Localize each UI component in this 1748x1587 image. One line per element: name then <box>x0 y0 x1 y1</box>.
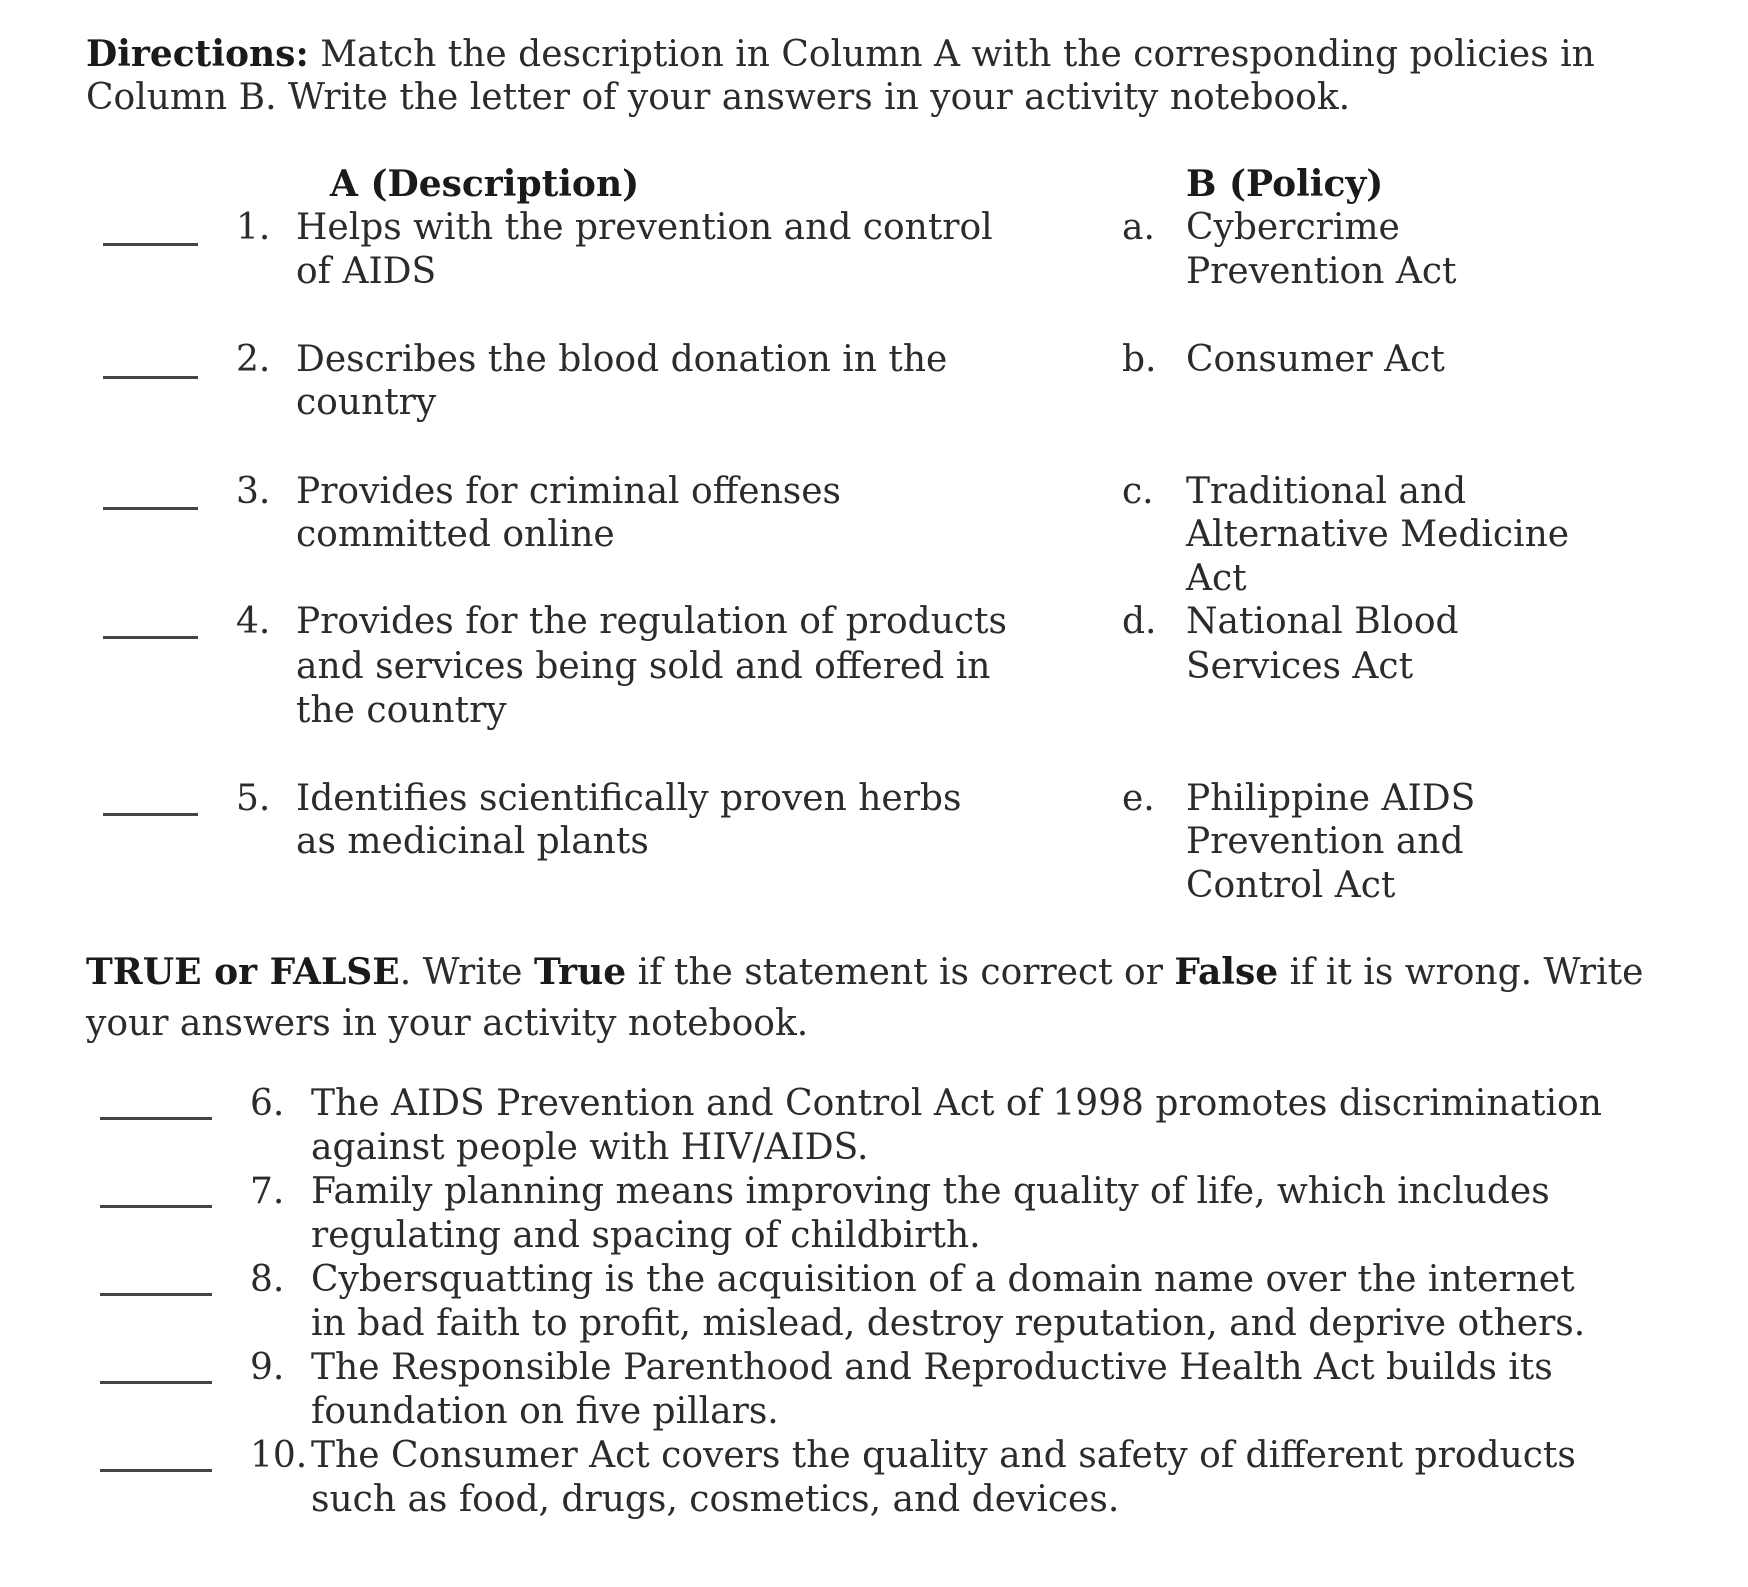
option-letter: e. <box>1122 778 1155 819</box>
item-number: 6. <box>250 1083 285 1124</box>
option-text: Prevention Act <box>1186 251 1457 292</box>
item-text: The Consumer Act covers the quality and safety of different products <box>311 1435 1576 1476</box>
true-false-instructions-2: your answers in your activity notebook. <box>86 1003 809 1044</box>
option-text: Act <box>1186 558 1247 599</box>
item-text: foundation on five pillars. <box>311 1391 779 1432</box>
option-letter: c. <box>1122 471 1154 512</box>
answer-blank-7[interactable] <box>100 1205 212 1208</box>
answer-blank-8[interactable] <box>100 1293 212 1296</box>
directions-text: Match the description in Column A with the corresponding policies in <box>320 34 1595 75</box>
option-text: Consumer Act <box>1186 339 1445 380</box>
option-text: National Blood <box>1186 601 1459 642</box>
instr-text: if it is wrong. Write <box>1278 952 1644 993</box>
item-text: The AIDS Prevention and Control Act of 1998 promotes discrimination <box>311 1083 1602 1124</box>
option-text: Control Act <box>1186 865 1396 906</box>
directions-label: Directions: <box>86 33 309 75</box>
item-text: country <box>296 382 437 423</box>
answer-blank-5[interactable] <box>103 813 198 816</box>
item-text: the country <box>296 690 507 731</box>
item-text: The Responsible Parenthood and Reproductive Health Act builds its <box>311 1347 1553 1388</box>
item-text: Identifies scientifically proven herbs <box>296 778 962 819</box>
item-text: Family planning means improving the quality of life, which includes <box>311 1171 1550 1212</box>
answer-blank-1[interactable] <box>103 243 198 246</box>
item-number: 5. <box>236 778 271 819</box>
item-number: 8. <box>250 1259 285 1300</box>
answer-blank-3[interactable] <box>103 507 198 510</box>
item-text: Provides for the regulation of products <box>296 601 1007 642</box>
item-number: 10. <box>250 1435 308 1476</box>
answer-blank-6[interactable] <box>100 1117 212 1120</box>
option-text: Philippine AIDS <box>1186 778 1476 819</box>
item-number: 9. <box>250 1347 285 1388</box>
option-letter: b. <box>1122 339 1157 380</box>
item-number: 4. <box>236 601 271 642</box>
item-text: Cybersquatting is the acquisition of a domain name over the internet <box>311 1259 1575 1300</box>
option-text: Alternative Medicine <box>1186 514 1570 555</box>
item-text: in bad faith to profit, mislead, destroy reputation, and deprive others. <box>311 1303 1586 1344</box>
option-letter: d. <box>1122 601 1157 642</box>
instr-text: . Write <box>399 952 534 993</box>
false-word: False <box>1174 951 1279 993</box>
item-text: as medicinal plants <box>296 821 649 862</box>
item-number: 2. <box>236 339 271 380</box>
true-word: True <box>533 951 627 993</box>
true-false-label: TRUE or FALSE <box>86 951 400 993</box>
column-b-header: B (Policy) <box>1186 163 1384 205</box>
item-text: such as food, drugs, cosmetics, and devices. <box>311 1479 1120 1520</box>
option-letter: a. <box>1122 207 1155 248</box>
answer-blank-9[interactable] <box>100 1381 212 1384</box>
instr-text: if the statement is correct or <box>626 952 1175 993</box>
item-text: Helps with the prevention and control <box>296 207 993 248</box>
option-text: Traditional and <box>1186 471 1467 512</box>
item-text: against people with HIV/AIDS. <box>311 1127 869 1168</box>
item-number: 3. <box>236 471 271 512</box>
answer-blank-4[interactable] <box>103 636 198 639</box>
answer-blank-10[interactable] <box>100 1469 212 1472</box>
option-text: Prevention and <box>1186 821 1464 862</box>
item-text: committed online <box>296 514 615 555</box>
item-text: regulating and spacing of childbirth. <box>311 1215 981 1256</box>
item-number: 7. <box>250 1171 285 1212</box>
option-text: Cybercrime <box>1186 207 1400 248</box>
directions-line-2: Column B. Write the letter of your answers in your activity notebook. <box>86 77 1351 118</box>
item-text: Describes the blood donation in the <box>296 339 948 380</box>
item-number: 1. <box>236 207 271 248</box>
item-text: of AIDS <box>296 251 437 292</box>
true-false-instructions <box>86 950 1643 995</box>
item-text: and services being sold and offered in <box>296 646 991 687</box>
column-a-header: A (Description) <box>330 163 640 205</box>
directions-line-1 <box>86 32 1595 77</box>
option-text: Services Act <box>1186 646 1414 687</box>
answer-blank-2[interactable] <box>103 376 198 379</box>
item-text: Provides for criminal offenses <box>296 471 842 512</box>
